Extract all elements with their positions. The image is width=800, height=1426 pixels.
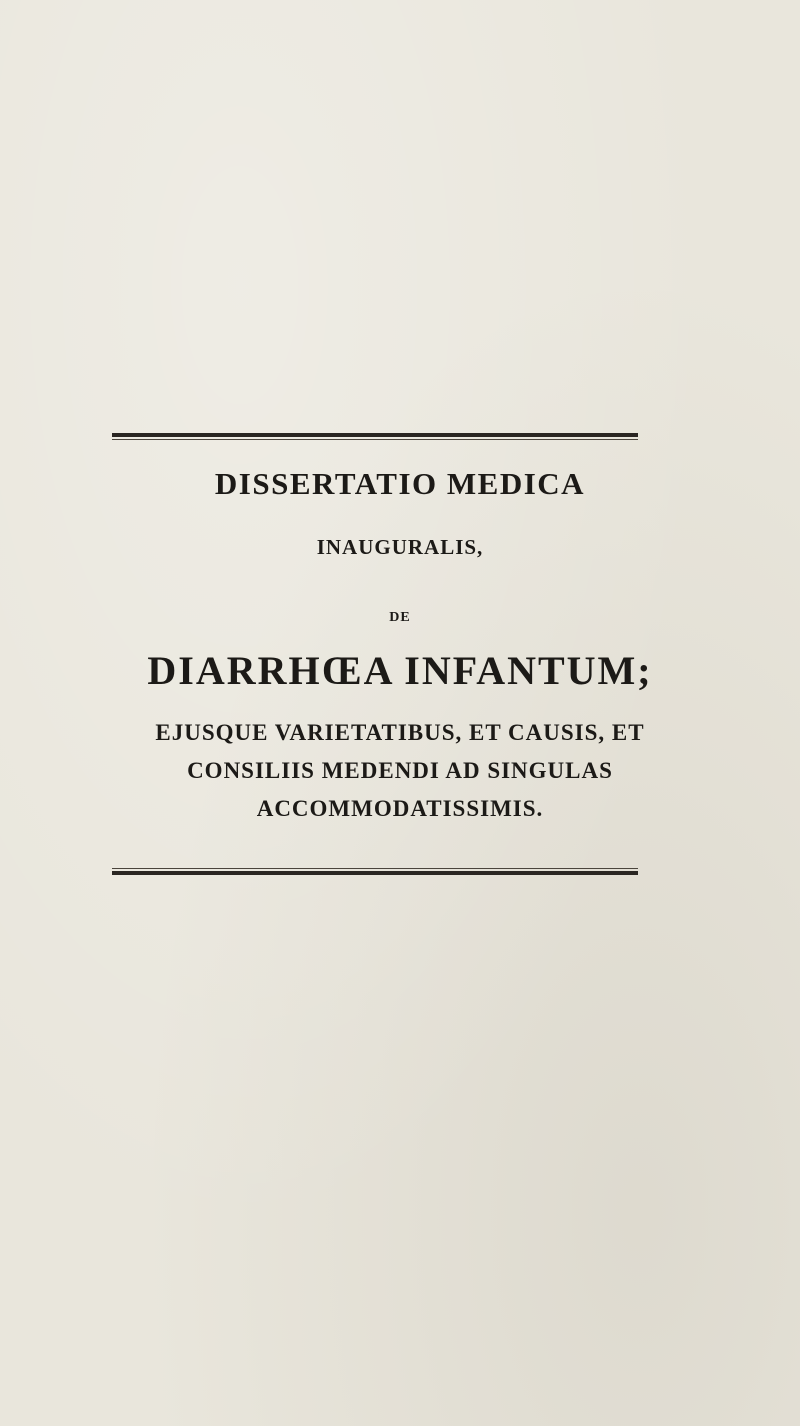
description-line-3: ACCOMMODATISSIMIS. [256,796,544,821]
top-double-rule [112,433,638,440]
dissertation-subtitle: INAUGURALIS, [316,535,484,559]
main-title: DIARRHŒA INFANTUM; [147,648,653,693]
bottom-double-rule [112,868,638,875]
dissertation-title: DISSERTATIO MEDICA [214,466,586,501]
description-line-1: EJUSQUE VARIETATIBUS, ET CAUSIS, ET [155,720,645,745]
description-line-2: CONSILIIS MEDENDI AD SINGULAS [187,758,613,783]
preposition: DE [389,610,411,625]
